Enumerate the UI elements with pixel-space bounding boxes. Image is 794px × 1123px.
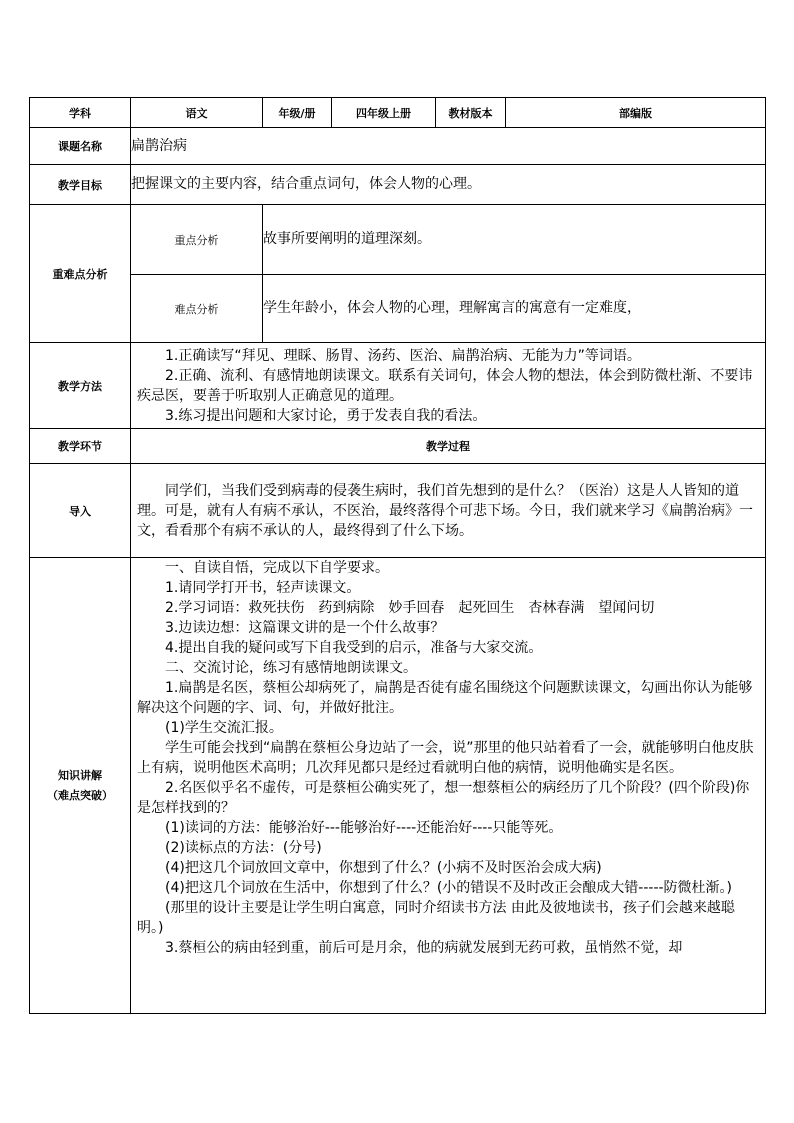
methods-label: 教学方法: [30, 343, 131, 429]
knowledge-paragraph: 2.名医似乎名不虚传，可是蔡桓公确实死了，想一想蔡桓公的病经历了几个阶段？(四个阶段)你是怎样找到的？: [137, 780, 750, 816]
knowledge-label-line1: 知识讲解: [58, 768, 102, 782]
methods-row: [30, 343, 766, 429]
process-header-row: [30, 429, 766, 464]
knowledge-paragraph: 4.提出自我的疑问或写下自我受到的启示，准备与大家交流。: [165, 640, 543, 656]
knowledge-paragraph: (1)读词的方法：能够治好---能够治好----还能治好----只能等死。: [165, 820, 563, 836]
intro-label: 导入: [30, 464, 131, 558]
knowledge-paragraph: (2)读标点的方法：(分号): [165, 840, 322, 856]
hard-analysis-text: 学生年龄小，体会人物的心理，理解寓言的寓意有一定难度，: [263, 275, 766, 343]
edition-value: 部编版: [506, 98, 766, 128]
intro-row: [30, 464, 766, 558]
intro-text: 同学们，当我们受到病毒的侵袭生病时，我们首先想到的是什么？（医治）这是人人皆知的道理。可是，就有人有病不承认，不医治，最终落得个可悲下场。今日，我们就来学习《扁鹊治病》一文，看看那个有病不承认的人，最终得到了什么下场。: [137, 482, 753, 539]
method-item: 3.练习提出问题和大家讨论，勇于发表自我的看法。: [165, 407, 487, 424]
knowledge-paragraph: (4)把这几个词放在生活中，你想到了什么？(小的错误不及时改正会酿成大错-----防微杜渐。): [165, 880, 733, 896]
intro-cell: [131, 464, 766, 558]
hard-analysis-label: 难点分析: [131, 275, 263, 343]
subject-label: 学科: [30, 98, 131, 128]
process-stage-label: 教学环节: [30, 429, 131, 464]
knowledge-label: [30, 558, 131, 1014]
key-analysis-row: [30, 205, 766, 275]
knowledge-paragraph: 1.请同学打开书，轻声读课文。: [165, 580, 361, 596]
key-analysis-label: 重点分析: [131, 205, 263, 275]
lesson-name-row: [30, 128, 766, 165]
knowledge-paragraph: 3.边读边想：这篇课文讲的是一个什么故事？: [165, 620, 445, 636]
knowledge-label-line2: （难点突破）: [47, 788, 113, 802]
knowledge-cell: [131, 558, 766, 1014]
knowledge-paragraph: (1)学生交流汇报。: [165, 720, 283, 736]
knowledge-paragraph: (4)把这几个词放回文章中，你想到了什么？(小病不及时医治会成大病): [165, 860, 602, 876]
lesson-name-label: 课题名称: [30, 128, 131, 165]
hard-analysis-row: [30, 275, 766, 343]
grade-label: 年级/册: [263, 98, 332, 128]
subject-value: 语文: [131, 98, 263, 128]
header-row: [30, 98, 766, 128]
knowledge-paragraph: 2.学习词语：救死扶伤 药到病除 妙手回春 起死回生 杏林春满 望闻问切: [165, 600, 655, 616]
goal-label: 教学目标: [30, 165, 131, 205]
goal-text: 把握课文的主要内容，结合重点词句，体会人物的心理。: [131, 165, 766, 205]
knowledge-row: [30, 558, 766, 1014]
knowledge-paragraph: 一、自读自悟，完成以下自学要求。: [165, 560, 389, 576]
key-analysis-text: 故事所要阐明的道理深刻。: [263, 205, 766, 275]
edition-label: 教材版本: [436, 98, 506, 128]
knowledge-paragraph: 1.扁鹊是名医，蔡桓公却病死了，扁鹊是否徒有虚名围绕这个问题默读课文，勾画出你认为能够解决这个问题的字、词、句，并做好批注。: [137, 680, 753, 716]
analysis-label: 重难点分析: [30, 205, 131, 343]
knowledge-paragraph: 3.蔡桓公的病由轻到重，前后可是月余，他的病就发展到无药可救，虽悄然不觉，却: [165, 940, 683, 956]
goal-row: [30, 165, 766, 205]
lesson-name: 扁鹊治病: [131, 128, 766, 165]
knowledge-paragraph: (那里的设计主要是让学生明白寓意，同时介绍读书方法 由此及彼地读书，孩子们会越来越聪明。): [137, 900, 735, 936]
method-item: 1.正确读写“拜见、理睬、肠胃、汤药、医治、扁鹊治病、无能为力”等词语。: [165, 347, 641, 364]
method-item: 2.正确、流利、有感情地朗读课文。联系有关词句，体会人物的想法，体会到防微杜渐、不要讳疾忌医，要善于听取别人正确意见的道理。: [137, 367, 753, 404]
knowledge-paragraph: 二、交流讨论，练习有感情地朗读课文。: [165, 660, 417, 676]
methods-cell: [131, 343, 766, 429]
grade-value: 四年级上册: [332, 98, 436, 128]
knowledge-paragraph: 学生可能会找到“扁鹊在蔡桓公身边站了一会，说”那里的他只站着看了一会，就能够明白他皮肤上有病，说明他医术高明；几次拜见都只是经过看就明白他的病情，说明他确实是名医。: [137, 740, 754, 776]
lesson-plan-table: [29, 97, 766, 1014]
process-title: 教学过程: [131, 429, 766, 464]
